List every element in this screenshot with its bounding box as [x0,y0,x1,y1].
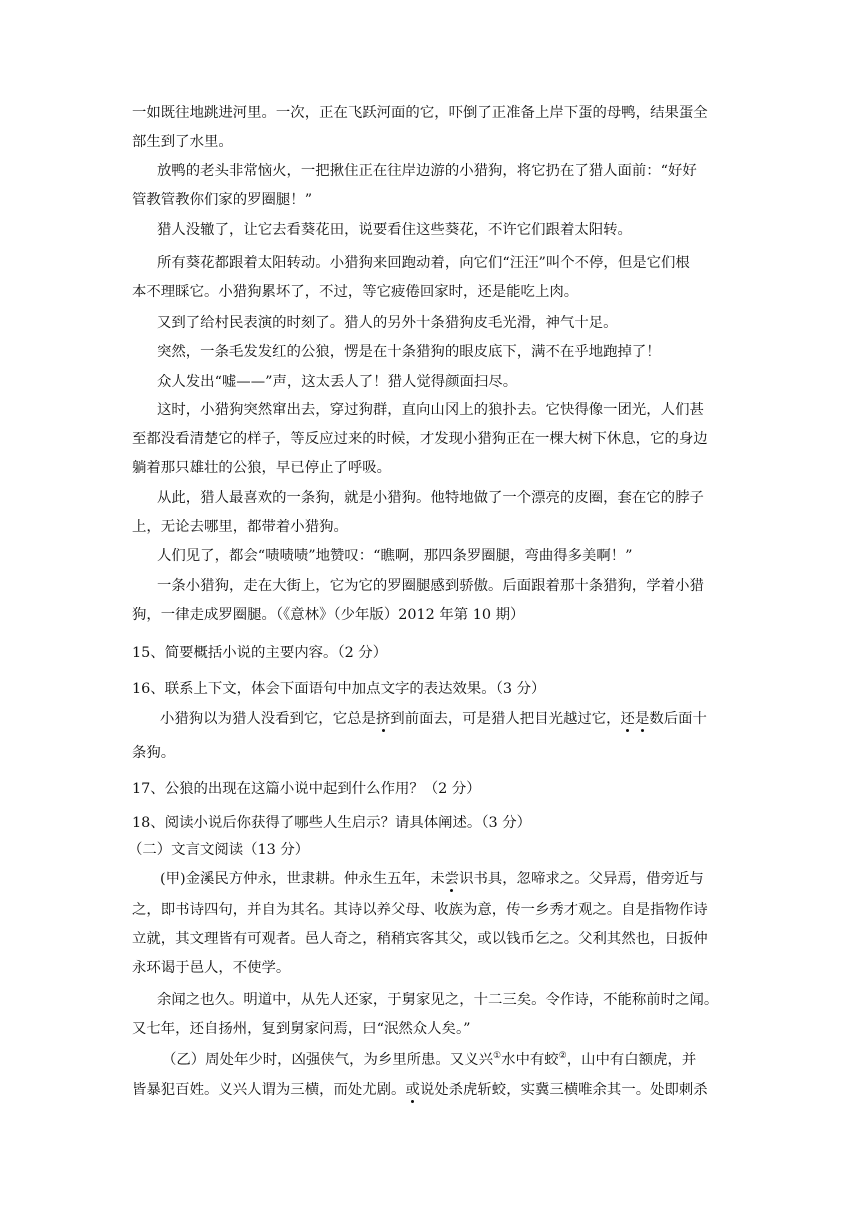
story-p2-line2: 管教管教你们家的罗圈腿！” [132,192,313,208]
passage-yi-text-c: ，山中有白额虎，并 [566,1052,697,1068]
story-p11-line1: 一条小猎狗，走在大街上，它为它的罗圈腿感到骄傲。后面跟着那十条猎狗，学着小猎 [157,578,704,594]
passage-yi-text-a: （乙）周处年少时，凶强侠气，为乡里所患。又义兴 [162,1052,493,1068]
story-p4-line2: 本不理睬它。小猎狗累坏了，不过，等它疲倦回家时，还是能吃上肉。 [132,284,579,300]
quote-text-b: 到前面去，可是猎人把目光越过它， [390,711,621,727]
story-p7: 众人发出“嘘——”声，这太丢人了！猎人觉得颜面扫尽。 [157,374,518,390]
passage-jia-line4: 永环谒于邑人，不使学。 [132,960,291,976]
question-17: 17、公狼的出现在这篇小说中起到什么作用？（2 分） [132,781,481,797]
passage-jia-line2: 之，即书诗四句，并自为其名。其诗以养父母、收族为意，传一乡秀才观之。自是指物作诗 [132,902,708,918]
story-p8-line1: 这时，小猎狗突然窜出去，穿过狗群，直向山冈上的狼扑去。它快得像一团光，人们甚 [157,402,704,418]
story-p2-line1: 放鸭的老头非常恼火，一把揪住正在往岸边游的小猎狗，将它扔在了猎人面前：“好好 [157,163,697,179]
question-16-quote-line2: 条狗。 [132,745,176,761]
story-p4-line1: 所有葵花都跟着太阳转动。小猎狗来回跑动着，向它们“汪汪”叫个不停，但是它们根 [157,255,690,271]
story-p10: 人们见了，都会“啧啧啧”地赞叹：“瞧啊，那四条罗圈腿，弯曲得多美啊！” [157,548,633,564]
emphasis-dot-char: 尝 [444,871,460,887]
footnote-mark: ① [493,1051,502,1062]
story-p9-line1: 从此，猎人最喜欢的一条狗，就是小猎狗。他特地做了一个漂亮的皮圈，套在它的脖子 [157,490,704,506]
question-18: 18、阅读小说后你获得了哪些人生启示？请具体阐述。（3 分） [132,815,531,831]
question-16: 16、联系上下文，体会下面语句中加点文字的表达效果。（3 分） [132,681,546,697]
question-15: 15、简要概括小说的主要内容。（2 分） [132,645,388,661]
passage-jia-text-a: (甲)金溪民方仲永，世隶耕。仲永生五年，未 [160,871,445,887]
story-p8-line3: 躺着那只雄壮的公狼，早已停止了呼吸。 [132,460,392,476]
passage-jia-text-b: 识书具，忽啼求之。父异焉，借旁近与 [459,871,704,887]
passage-yu-line2: 又七年，还自扬州，复到舅家问焉，曰“泯然众人矣。” [132,1021,471,1037]
emphasis-dot-char: 或 [405,1082,420,1098]
question-16-quote-line1 [160,709,707,729]
quote-text-a: 小猎狗以为猎人没看到它，它总是 [160,711,376,727]
emphasis-dot-char: 还 [620,711,635,727]
story-p5: 又到了给村民表演的时刻了。猎人的另外十条猎狗皮毛光滑，神气十足。 [157,315,618,331]
passage-yi2-text-b: 说处杀虎斩蛟，实冀三横唯余其一。处即刺杀 [419,1082,708,1098]
story-p8-line2: 至都没看清楚它的样子，等反应过来的时候，才发现小猎狗正在一棵大树下休息，它的身边 [132,431,708,447]
passage-yi-line2 [132,1080,708,1100]
story-p11-line2: 狗，一律走成罗圈腿。（《意林》（少年版）2012 年第 10 期） [132,607,525,623]
emphasis-dot-char: 是 [634,711,650,727]
story-p3: 猎人没辙了，让它去看葵花田，说要看住这些葵花，不许它们跟着太阳转。 [157,222,632,238]
story-p6: 突然，一条毛发发红的公狼，愣是在十条猎狗的眼皮底下，满不在乎地跑掉了！ [157,344,661,360]
footnote-mark: ② [558,1051,567,1062]
passage-jia-line1 [160,869,704,889]
passage-jia-line3: 立就，其文理皆有可观者。邑人奇之，稍稍宾客其父，或以钱币乞之。父利其然也，日扳仲 [132,931,708,947]
quote-text-c: 数后面十 [649,711,707,727]
story-p9-line2: 上，无论去哪里，都带着小猎狗。 [132,519,348,535]
passage-yi-line1 [162,1050,696,1070]
story-p1-line2: 部生到了水里。 [132,134,233,150]
passage-yu-line1: 余闻之也久。明道中，从先人还家，于舅家见之，十二三矣。令作诗，不能称前时之闻。 [157,992,719,1008]
passage-yi-text-b: 水中有蛟 [501,1052,559,1068]
passage-yi2-text-a: 皆暴犯百姓。义兴人谓为三横，而处尤剧。 [132,1082,406,1098]
emphasis-dot-char: 挤 [375,711,391,727]
section-heading: （二）文言文阅读（13 分） [128,842,310,858]
story-p1-line1: 一如既往地跳进河里。一次，正在飞跃河面的它，吓倒了正准备上岸下蛋的母鸭，结果蛋全 [132,105,708,121]
